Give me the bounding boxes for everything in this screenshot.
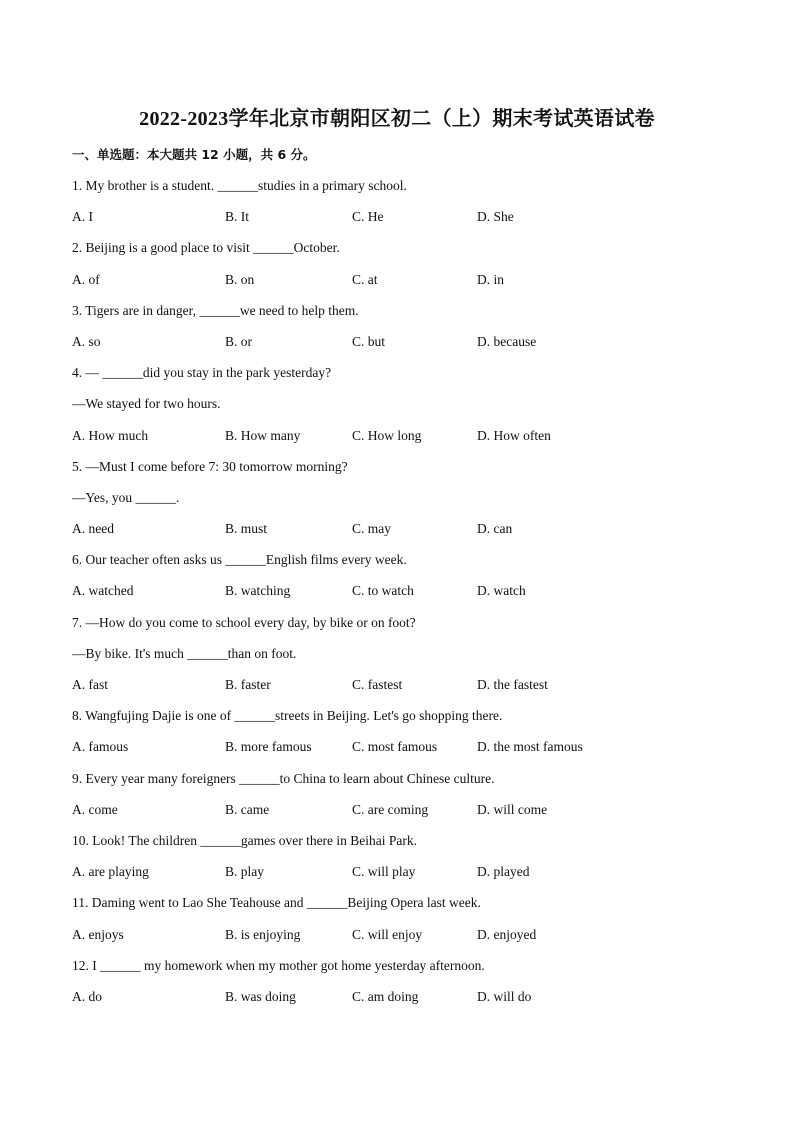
answer-option-b: B. on (225, 271, 255, 287)
answer-option-b: B. is enjoying (225, 926, 301, 942)
answer-option-b: B. watching (225, 583, 291, 599)
answer-option-a: A. How much (72, 427, 149, 443)
question-stem: 5. —Must I come before 7: 30 tomorrow morning? (72, 458, 348, 474)
answer-option-d: D. played (477, 864, 530, 880)
answer-option-b: B. faster (225, 677, 271, 692)
answer-option-d: D. the fastest (477, 677, 548, 692)
answer-option-a: A. I (72, 209, 93, 225)
section-heading: 一、单选题：本大题共 12 小题，共 6 分。 (72, 147, 316, 162)
question-6 (72, 544, 734, 606)
answer-option-a: A. come (72, 801, 118, 817)
question-stem: 9. Every year many foreigners ______to China to learn about Chinese culture. (72, 770, 495, 786)
question-1 (72, 170, 734, 232)
answer-options (72, 326, 734, 357)
answer-option-a: A. fast (72, 677, 108, 692)
question-stem: 8. Wangfujing Dajie is one of ______streets in Beijing. Let's go shopping there. (72, 708, 503, 724)
answer-option-d: D. can (477, 521, 513, 537)
question-stem: 11. Daming went to Lao She Teahouse and ______Beijing Opera last week. (72, 895, 481, 911)
answer-option-b: B. It (225, 209, 250, 225)
question-dialogue-line: —Yes, you ______. (72, 489, 180, 505)
answer-option-a: A. do (72, 988, 102, 1004)
question-3 (72, 295, 734, 357)
answer-option-b: B. came (225, 801, 270, 817)
answer-option-a: A. need (72, 521, 114, 537)
answer-option-c: C. most famous (352, 739, 438, 755)
answer-option-d: D. because (477, 333, 537, 349)
answer-option-a: A. enjoys (72, 926, 124, 942)
answer-option-a: A. of (72, 271, 100, 287)
answer-option-d: D. will come (477, 801, 548, 817)
answer-option-c: C. will play (352, 864, 416, 880)
answer-options (72, 669, 734, 700)
answer-option-d: D. in (477, 271, 504, 287)
question-stem: 12. I ______ my homework when my mother got home yesterday afternoon. (72, 957, 485, 973)
answer-options (72, 201, 734, 232)
answer-options (72, 794, 734, 825)
question-4 (72, 357, 734, 451)
answer-option-a: A. watched (72, 583, 134, 599)
answer-option-c: C. He (352, 209, 384, 225)
question-stem: 1. My brother is a student. ______studies in a primary school. (72, 178, 407, 193)
answer-option-d: D. enjoyed (477, 926, 537, 942)
answer-option-c: C. How long (352, 427, 422, 443)
answer-option-c: C. at (352, 271, 378, 287)
answer-option-a: A. so (72, 333, 101, 349)
question-stem: 4. — ______did you stay in the park yesterday? (72, 365, 332, 381)
question-stem: 3. Tigers are in danger, ______we need to help them. (72, 302, 359, 318)
question-7 (72, 607, 734, 701)
question-12 (72, 950, 734, 1012)
answer-options (72, 513, 734, 544)
answer-option-d: D. She (477, 209, 514, 225)
question-dialogue-line: —By bike. It's much ______than on foot. (72, 645, 297, 661)
answer-option-c: C. will enjoy (352, 926, 423, 942)
answer-option-c: C. to watch (352, 583, 414, 599)
question-stem: 6. Our teacher often asks us ______English films every week. (72, 552, 407, 568)
answer-option-c: C. but (352, 333, 386, 349)
answer-option-b: B. How many (225, 427, 301, 443)
answer-option-c: C. fastest (352, 677, 403, 692)
answer-option-b: B. more famous (225, 739, 312, 755)
answer-options (72, 919, 734, 950)
answer-option-d: D. will do (477, 988, 532, 1004)
question-stem: 2. Beijing is a good place to visit ______October. (72, 240, 340, 256)
page-title: 2022-2023学年北京市朝阳区初二（上）期末考试英语试卷 (139, 108, 655, 130)
answer-option-b: B. was doing (225, 988, 296, 1004)
question-stem: 7. —How do you come to school every day, by bike or on foot? (72, 614, 416, 630)
answer-options (72, 981, 734, 1012)
question-11 (72, 887, 734, 949)
answer-option-d: D. watch (477, 583, 526, 599)
answer-options (72, 420, 734, 451)
answer-option-b: B. or (225, 333, 252, 349)
answer-options (72, 856, 734, 887)
question-9 (72, 763, 734, 825)
question-5 (72, 451, 734, 545)
answer-options (72, 575, 734, 606)
question-2 (72, 232, 734, 294)
question-dialogue-line: —We stayed for two hours. (72, 396, 221, 412)
answer-option-a: A. are playing (72, 864, 149, 880)
question-10 (72, 825, 734, 887)
answer-option-d: D. the most famous (477, 739, 583, 755)
answer-option-b: B. play (225, 864, 264, 880)
answer-option-c: C. are coming (352, 801, 429, 817)
answer-option-d: D. How often (477, 427, 551, 443)
question-8 (72, 700, 734, 762)
question-list (72, 170, 734, 1012)
answer-options (72, 264, 734, 295)
question-stem: 10. Look! The children ______games over there in Beihai Park. (72, 832, 418, 848)
answer-option-c: C. may (352, 521, 391, 537)
answer-option-a: A. famous (72, 739, 129, 755)
answer-option-b: B. must (225, 521, 268, 537)
answer-options (72, 731, 734, 762)
answer-option-c: C. am doing (352, 988, 419, 1004)
